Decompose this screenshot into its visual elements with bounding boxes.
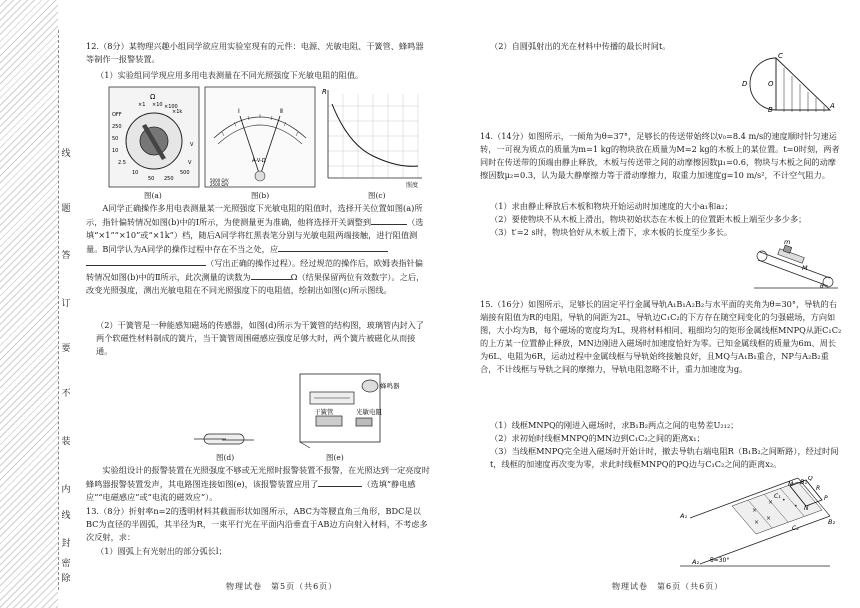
q12-intro: 12.（8分）某物理兴趣小组同学欲应用实验室现有的元件：电源、光敏电阻、干簧管、蜂鸣器等制作一报警装置。 bbox=[86, 41, 424, 64]
seal-char: 线 bbox=[61, 511, 71, 521]
q12-text-5: （选填“静电感应”“电磁感应”或“电流的磁效应”）。 bbox=[86, 479, 416, 502]
right-page bbox=[480, 0, 842, 608]
fig15-label-M: M bbox=[788, 481, 794, 488]
fig15-label-P: P bbox=[824, 495, 828, 502]
fig15-label-B1: B₁ bbox=[800, 478, 808, 486]
fig13-label-C: C bbox=[778, 52, 783, 60]
seal-char: 密 bbox=[61, 559, 71, 569]
q12-text-3: （写出正确的操作过程）。经过规范的操作后，欧姆表指针偏转情况如图(b)中的Ⅱ所示，此次测量的读数为 bbox=[86, 258, 423, 282]
fig15-label-R: R bbox=[816, 485, 821, 492]
meter-label-main: A-V-Ω bbox=[252, 158, 266, 164]
figure-d-reed-tube bbox=[194, 428, 254, 452]
q14-part3: （3）t′=2 s时，物块恰好从木板上滑下，求木板的长度至少多长。 bbox=[490, 227, 733, 237]
q15-part3: （3）当线框MNPQ完全进入磁场时开始计时，撤去导轨右端电阻R（B₁B₂之间断路），经过时间t，线框的加速度再次变为零，求此时线框MNPQ的PQ边与C₁C₂之间的距离x₂。 bbox=[490, 446, 839, 469]
figure-b-caption: 图(b) bbox=[251, 191, 270, 200]
figure-e-buzzer-label: 蜂鸣器 bbox=[380, 382, 400, 390]
fig13-label-A: A bbox=[830, 102, 835, 110]
svg-text:•: • bbox=[794, 503, 798, 510]
figure-e-ldr-label: 光敏电阻 bbox=[356, 408, 382, 416]
svg-text:•: • bbox=[782, 497, 786, 504]
figure-d-caption: 图(d) bbox=[216, 453, 235, 462]
q12-text-4: 实验组设计的报警装置在光照强度不够或无光照时报警装置不报警，在光照达到一定亮度时蜂鸣器报警装置发声，其电路图连接如图(e)，该报警装置应用了 bbox=[86, 465, 430, 489]
seal-char: 答 bbox=[61, 251, 71, 261]
right-page-footer: 物理试卷 第6页（共6页） bbox=[612, 582, 724, 591]
figure-c-graph bbox=[318, 86, 430, 190]
left-page bbox=[86, 0, 431, 608]
fig15-label-B2: B₂ bbox=[828, 518, 836, 526]
seal-char: 内 bbox=[61, 485, 71, 495]
figure-e-caption: 图(e) bbox=[326, 453, 344, 462]
figure-13-prism bbox=[736, 50, 836, 120]
fig14-label-m: m bbox=[784, 238, 791, 246]
q12-paragraph-1 bbox=[86, 202, 431, 297]
seal-char: 封 bbox=[61, 539, 71, 549]
q14-part2: （2）要使物块不从木板上滑出，物块初始状态在木板上的位置距木板上端至少多少多； bbox=[490, 214, 807, 224]
figure-a-caption: 图(a) bbox=[144, 191, 162, 200]
svg-text:×: × bbox=[752, 507, 758, 514]
fig15-label-C1: C₁ bbox=[774, 493, 781, 500]
dial-omega-text: Ω bbox=[150, 93, 156, 101]
seal-char: 装 bbox=[61, 437, 71, 447]
dial-label: ×100 bbox=[164, 104, 178, 110]
fig15-label-C2: C₂ bbox=[792, 525, 799, 532]
seal-char: 要 bbox=[61, 344, 71, 354]
fig13-label-D: D bbox=[742, 80, 748, 88]
q12-text-2: （选填“×1”“×10”或“×1k”）档，随后A同学将红黑表笔分别与光敏电阻两端接触，进行阻值测量。B同学认为A同学的操作过程中存在不当之处，应 bbox=[86, 217, 424, 254]
figure-a-dial bbox=[108, 86, 200, 190]
q13-part1: （1）圆弧上有光射出的部分弧长l； bbox=[96, 546, 227, 556]
dial-label: 2.5 bbox=[118, 160, 126, 166]
left-page-footer: 物理试卷 第5页（共6页） bbox=[226, 582, 338, 591]
answer-blank-4[interactable] bbox=[318, 477, 362, 487]
q12-text-1: A同学正确操作多用电表测量某一光照强度下光敏电阻的阻值时，选择开关位置如图(a)所示，指针偏转情况如图(b)中的Ⅰ所示，为使测量更为准确，他将选择开关调整到 bbox=[86, 203, 423, 227]
dial-label: V bbox=[190, 142, 194, 148]
svg-text:×: × bbox=[754, 519, 760, 526]
answer-blank-1[interactable] bbox=[371, 215, 407, 225]
meter-label-Ⅰ: Ⅰ bbox=[238, 108, 240, 115]
dial-label: V bbox=[188, 160, 192, 166]
answer-blank-2[interactable] bbox=[278, 242, 388, 252]
seal-char: 除 bbox=[61, 574, 71, 584]
q12-text-3b: Ω（结果保留两位有效数字）。之后，改变光照强度，测出光敏电阻在不同光照强度下的电阻值，绘制出如图(c)所示图线。 bbox=[86, 272, 425, 295]
meter-label-2500: 2500 Ω/V bbox=[210, 182, 229, 187]
figure-c-ylabel: R bbox=[322, 88, 327, 96]
dial-label: ×1k bbox=[172, 109, 183, 115]
dial-label: OFF bbox=[112, 112, 122, 118]
binding-cut-line bbox=[58, 30, 59, 590]
seal-char: 题 bbox=[61, 204, 71, 214]
meter-label-Ⅱ: Ⅱ bbox=[280, 108, 283, 115]
figure-15-rails bbox=[670, 476, 840, 576]
figure-14-conveyor bbox=[750, 236, 840, 292]
seal-char: 不 bbox=[61, 389, 71, 399]
dial-label: 10 bbox=[112, 148, 119, 154]
dial-label: 10 bbox=[132, 170, 139, 176]
q15-intro: 15.（16分）如图所示，足够长的固定平行金属导轨A₁B₁A₂B₂与水平面的夹角为θ=30°，导轨的右端接有阻值为R的电阻，导轨的间距为2L，导轨边C₁C₂的下方存在随空间变化的匀强磁场，方向如图，大小均为B，每个磁场的宽度均为L，现将材料相同、粗细均匀的矩形金属线框MNPQ从距C₁C₂的上方某一位置静止释放，MN边刚进入磁场时加速度恰好为零。已知金属线框的质量为6m、周长为6L、电阻为6R，运动过程中金属线框与导轨始终接触良好，且MQ与A₁B₁重合，NP与A₂B₂重合，不计线框与导轨之间的摩擦力，导轨电阻忽略不计，重力加速度为g。 bbox=[480, 299, 842, 374]
dial-label: ×1 bbox=[138, 102, 146, 108]
fig15-label-Q: Q bbox=[808, 476, 813, 482]
figure-c-xlabel: 照度 bbox=[406, 182, 419, 189]
dial-label: ×10 bbox=[152, 102, 163, 108]
dial-label: 250 bbox=[164, 176, 174, 182]
answer-blank-2b[interactable] bbox=[86, 256, 206, 266]
svg-text:×: × bbox=[766, 515, 772, 522]
dial-label: 500 bbox=[180, 170, 190, 176]
fig15-angle-label: θ=30° bbox=[710, 557, 730, 564]
fig15-label-N: N bbox=[804, 505, 809, 512]
q13-part2: （2）自圆弧射出的光在材料中传播的最长时间t。 bbox=[490, 41, 671, 51]
q15-part1: （1）线框MNPQ的刚进入磁场时，求B₁B₂两点之间的电势差U₂₁₂； bbox=[490, 420, 739, 430]
seal-char: 订 bbox=[61, 299, 71, 309]
figure-e-circuit bbox=[286, 368, 406, 454]
figure-c-caption: 图(c) bbox=[368, 191, 386, 200]
answer-blank-3[interactable] bbox=[251, 270, 291, 280]
fig15-label-A2: A₂ bbox=[692, 558, 700, 566]
meter-label-5000: 5000 Ω/V bbox=[210, 178, 229, 183]
q15-part2: （2）求初始时线框MNPQ的MN边到C₁C₂之间的距离x₁； bbox=[490, 433, 705, 443]
dial-label: 250 bbox=[112, 124, 122, 130]
q14-part1: （1）求由静止释放后木板和物块开始运动时加速度的大小a₁和a₂； bbox=[490, 201, 733, 211]
q12-part3 bbox=[86, 464, 431, 504]
dial-label: 50 bbox=[112, 136, 119, 142]
figure-e-reed-label: 干簧管 bbox=[314, 408, 334, 416]
fig14-label-theta: θ bbox=[820, 283, 824, 290]
figure-b-meter bbox=[204, 86, 316, 190]
q12-part1: （1）实验组同学现应用多用电表测量在不同光照强度下光敏电阻的阻值。 bbox=[96, 70, 364, 80]
svg-text:×: × bbox=[768, 499, 774, 506]
q12-part2: （2）干簧管是一种能感知磁场的传感器，如图(d)所示为干簧管的结构图，玻璃管内封入了两个软磁性材料制成的簧片，当干簧管周围磁感应强度足够大时，两个簧片被磁化从而接通。 bbox=[96, 320, 424, 356]
dial-label: 50 bbox=[148, 176, 155, 182]
fig15-label-A1: A₁ bbox=[680, 512, 688, 520]
seal-char: 线 bbox=[61, 149, 71, 159]
fig13-label-O: O bbox=[768, 80, 774, 88]
fig14-label-M: M bbox=[802, 264, 808, 272]
fig13-label-B: B bbox=[768, 106, 773, 114]
q13-intro: 13.（8分）折射率n=2的透明材料其截面形状如图所示，ABC为等腰直角三角形，BDC是以BC为直径的半圆弧，其半径为R，一束平行光在平面内沿垂直于AB边方向射入材料，不考虑多次反射，求： bbox=[86, 506, 428, 542]
binding-margin-pattern bbox=[0, 0, 58, 608]
q14-intro: 14.（14分）如图所示，一倾角为θ=37°，足够长的传送带始终以v₀=8.4 m/s的速度顺时针匀速运转，一可视为质点的质量为m=1 kg的物块放在质量为M=2 kg的木板上的某位置。t=0时刻，两者同时在传送带的顶端由静止释放，木板与传送带之间的动摩擦因数μ₁=0.6，物块与木板之间的动摩擦因数μ₂=0.3，认为最大静摩擦力等于滑动摩擦力，取重力加速度g=10 m/s²，不计空气阻力。 bbox=[480, 131, 840, 180]
